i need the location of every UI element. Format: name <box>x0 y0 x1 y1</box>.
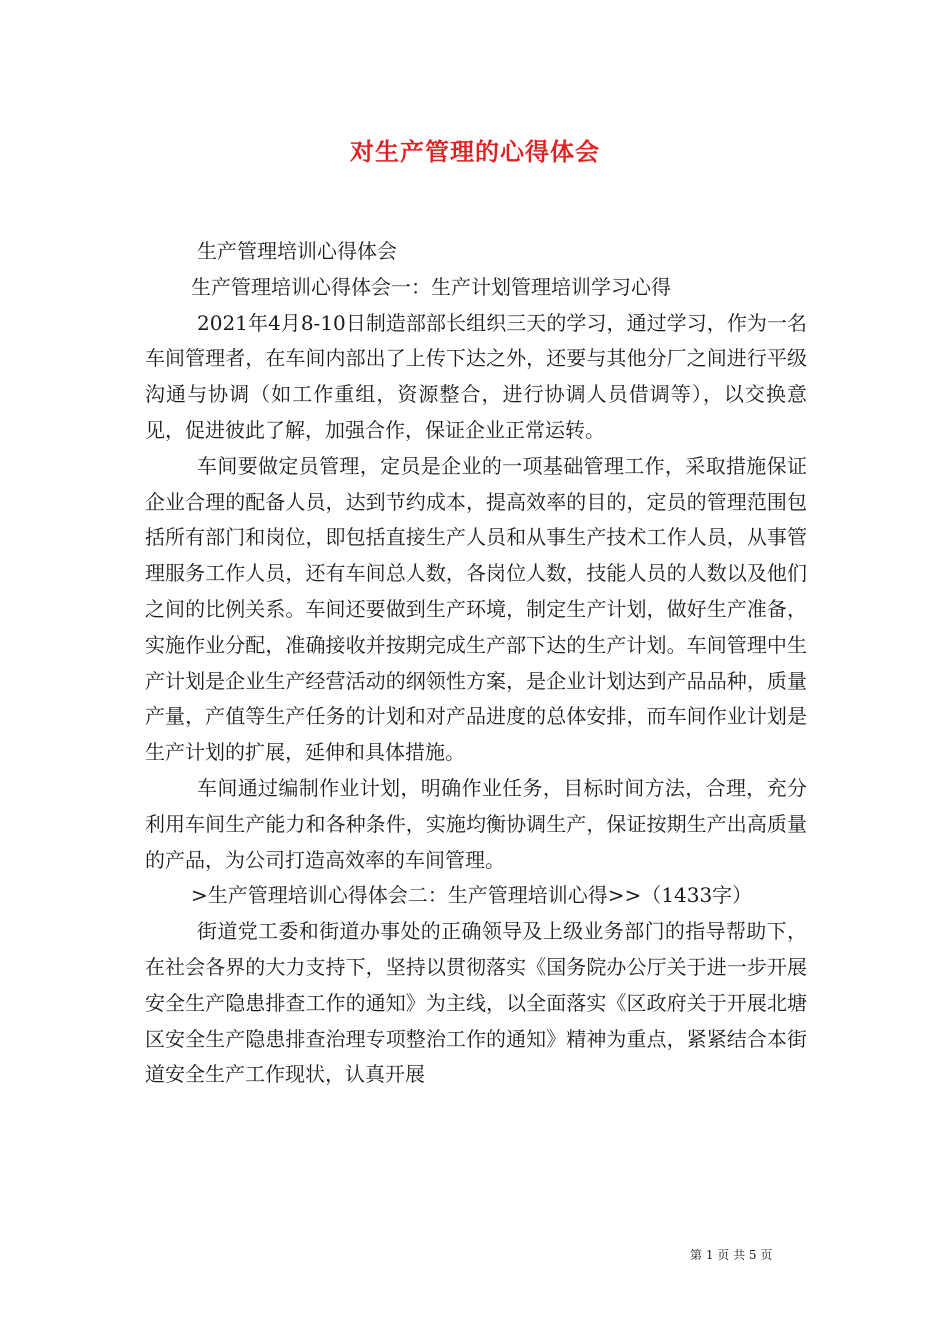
document-body <box>145 234 807 1093</box>
paragraph-3: 车间通过编制作业计划，明确作业任务，目标时间方法，合理，充分利用车间生产能力和各种条件，实施均衡协调生产，保证按期生产出高质量的产品，为公司打造高效率的车间管理。 <box>145 775 807 872</box>
paragraph-heading: 生产管理培训心得体会 <box>197 239 397 263</box>
paragraph-1: 2021年4月8-10日制造部部长组织三天的学习，通过学习，作为一名车间管理者，在车间内部出了上传下达之外，还要与其他分厂之间进行平级沟通与协调（如工作重组，资源整合，进行协调人员借调等），以交换意见，促进彼此了解，加强合作，保证企业正常运转。 <box>145 310 807 442</box>
document-title: 对生产管理的心得体会 <box>350 137 600 166</box>
paragraph-2: 车间要做定员管理，定员是企业的一项基础管理工作，采取措施保证企业合理的配备人员，达到节约成本，提高效率的目的，定员的管理范围包括所有部门和岗位，即包括直接生产人员和从事生产技术工作人员，从事管理服务工作人员，还有车间总人数，各岗位人数，技能人员的人数以及他们之间的比例关系。车间还要做到生产环境，制定生产计划，做好生产准备，实施作业分配，准确接收并按期完成生产部下达的生产计划。车间管理中生产计划是企业生产经营活动的纲领性方案，是企业计划达到产品品种，质量产量，产值等生产任务的计划和对产品进度的总体安排，而车间作业计划是生产计划的扩展，延伸和具体措施。 <box>145 453 807 765</box>
page-indicator: 第 1 页 共 5 页 <box>690 1248 773 1262</box>
paragraph-subheading-1: 生产管理培训心得体会一：生产计划管理培训学习心得 <box>191 274 671 299</box>
paragraph-subheading-2: >生产管理培训心得体会二：生产管理培训心得>>（1433字） <box>191 883 753 908</box>
paragraph-4: 街道党工委和街道办事处的正确领导及上级业务部门的指导帮助下，在社会各界的大力支持下，坚持以贯彻落实《国务院办公厅关于进一步开展安全生产隐患排查工作的通知》为主线，以全面落实《区政府关于开展北塘区安全生产隐患排查治理专项整治工作的通知》精神为重点，紧紧结合本街道安全生产工作现状，认真开展 <box>145 919 807 1087</box>
